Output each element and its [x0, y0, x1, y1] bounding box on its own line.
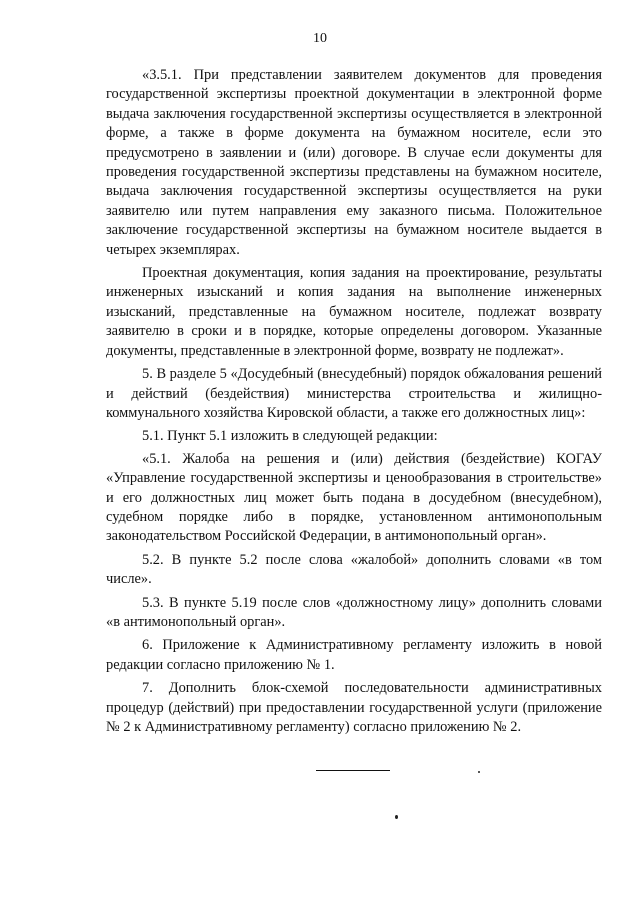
- paragraph-5-1-text: «5.1. Жалоба на решения и (или) действия (бездействие) КОГАУ «Управление государственной экспертизы и ценообразования в строительстве» и его должностных лиц может быть подана в досудебном (внесудебном), судебном порядке либо в порядке, установленном антимонопольным законодательством Российской Федерации, в антимонопольный орган».: [106, 450, 602, 545]
- paragraph-3-5-1: «3.5.1. При представлении заявителем документов для проведения государственной экспертизы проектной документации в электронной форме выдача заключения государственной экспертизы осуществляется в электронной форме, а также в форме документа на бумажном носителе, если это предусмотрено в заявлении и (или) договоре. В случае если документы для проведения государственной экспертизы представлены на бумажном носителе, выдача заключения государственной экспертизы осуществляется на руки заявителю или путем направления ему заказного письма. Положительное заключение государственной экспертизы на бумажном носителе выдается в четырех экземплярах.: [106, 67, 602, 258]
- paragraph-project-documentation: Проектная документация, копия задания на проектирование, результаты инженерных изысканий и копия задания на выполнение инженерных изысканий, представленные на бумажном носителе, подлежат возврату заявителю в сроки и в порядке, которые определены договором. Указанные документы, представленные в электронной форме, возврату не подлежат».: [106, 265, 602, 359]
- paragraph-5-1-intro: 5.1. Пункт 5.1 изложить в следующей редакции:: [142, 428, 438, 445]
- end-divider-line: [316, 770, 390, 771]
- document-body: [106, 66, 602, 741]
- page-number: 10: [313, 31, 327, 46]
- paragraph-5-2: 5.2. В пункте 5.2 после слова «жалобой» дополнить словами «в том числе».: [106, 551, 602, 588]
- scan-speck: [478, 771, 480, 773]
- paragraph-5-3: 5.3. В пункте 5.19 после слов «должностному лицу» дополнить словами «в антимонопольный орган».: [106, 594, 602, 630]
- paragraph-7: 7. Дополнить блок-схемой последовательности административных процедур (действий) при предоставлении государственной услуги (приложение № 2 к Административному регламенту) согласно приложению № 2.: [106, 680, 602, 735]
- paragraph-section-5: 5. В разделе 5 «Досудебный (внесудебный) порядок обжалования решений и действий (бездействия) министерства строительства и жилищно-коммунального хозяйства Кировской области, а также его должностных лиц»:: [106, 366, 602, 421]
- scan-speck: [395, 815, 398, 819]
- paragraph-6: 6. Приложение к Административному регламенту изложить в новой редакции согласно приложению № 1.: [106, 637, 602, 673]
